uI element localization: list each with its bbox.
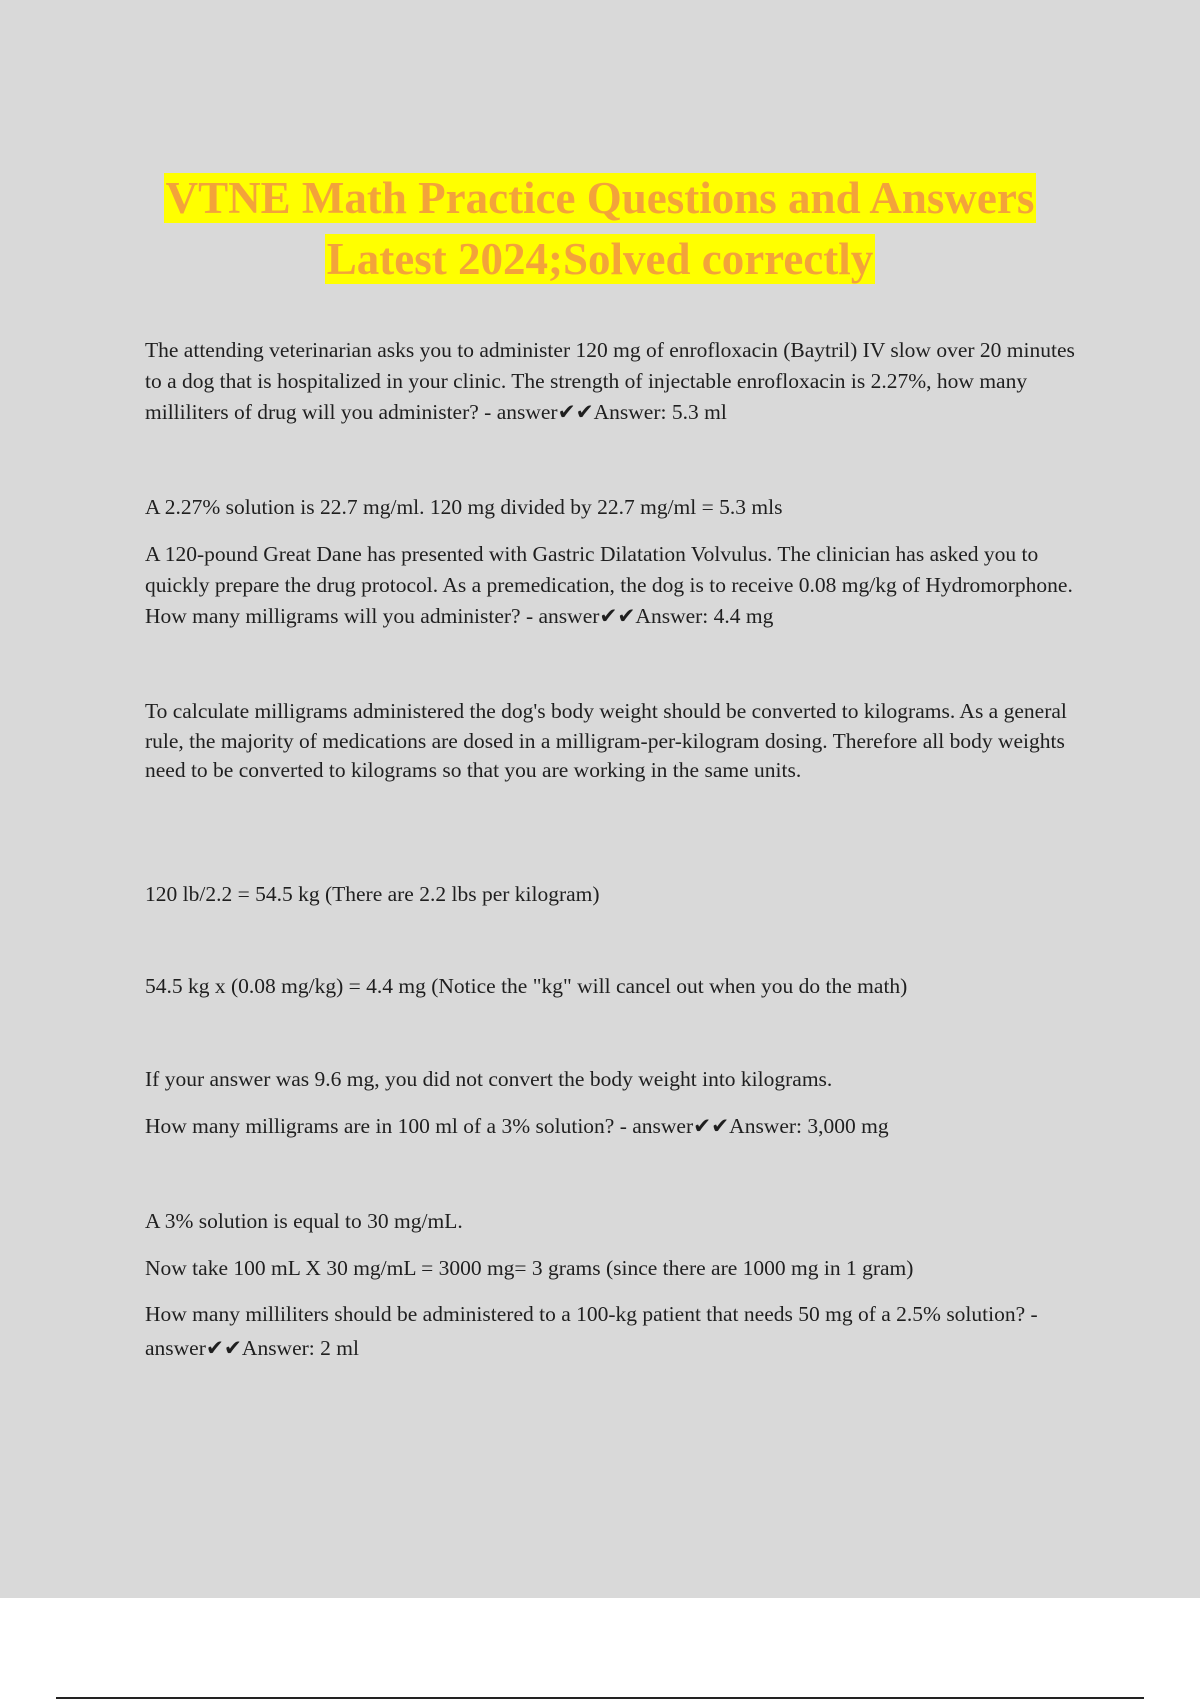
calculation-kilograms: 120 lb/2.2 = 54.5 kg (There are 2.2 lbs per kilogram): [145, 882, 600, 906]
calculation-dose: 54.5 kg x (0.08 mg/kg) = 4.4 mg (Notice the "kg" will cancel out when you do the math): [145, 974, 908, 998]
title-line-2: Latest 2024;Solved correctly: [326, 234, 874, 284]
question-three-percent: How many milligrams are in 100 ml of a 3% solution? - answer✔✔Answer: 3,000 mg: [145, 1114, 889, 1138]
title-line-1: VTNE Math Practice Questions and Answers: [165, 173, 1035, 223]
document-title: [0, 168, 1200, 290]
question-hydromorphone: A 120-pound Great Dane has presented with Gastric Dilatation Volvulus. The clinician has asked you to quickly prepare the drug protocol. As a premedication, the dog is to receive 0.08 mg/kg of Hydromorphone. How many milligrams will you administer? - answer✔✔Answer: 4.4 mg: [145, 542, 1073, 628]
note-incorrect-answer: If your answer was 9.6 mg, you did not convert the body weight into kilograms.: [145, 1067, 833, 1091]
question-milliliters: How many milliliters should be administered to a 100-kg patient that needs 50 mg of a 2.5% solution? - answer✔✔Answer: 2 ml: [145, 1302, 1038, 1360]
explanation-weight-conversion: To calculate milligrams administered the dog's body weight should be converted to kilograms. As a general rule, the majority of medications are dosed in a milligram-per-kilogram dosing. Therefore all body weights need to be converted to kilograms so that you are working in the same units.: [145, 699, 1067, 782]
question-enrofloxacin: The attending veterinarian asks you to administer 120 mg of enrofloxacin (Baytril) IV slow over 20 minutes to a dog that is hospitalized in your clinic. The strength of injectable enrofloxacin is 2.27%, how many milliliters of drug will you administer? - answer✔✔Answer: 5.3 ml: [145, 338, 1075, 424]
explanation-three-percent: A 3% solution is equal to 30 mg/mL.: [145, 1209, 463, 1233]
explanation-enrofloxacin: A 2.27% solution is 22.7 mg/ml. 120 mg divided by 22.7 mg/ml = 5.3 mls: [145, 495, 783, 519]
calculation-three-percent: Now take 100 mL X 30 mg/mL = 3000 mg= 3 grams (since there are 1000 mg in 1 gram): [145, 1256, 914, 1280]
footer-divider: [56, 1697, 1144, 1699]
